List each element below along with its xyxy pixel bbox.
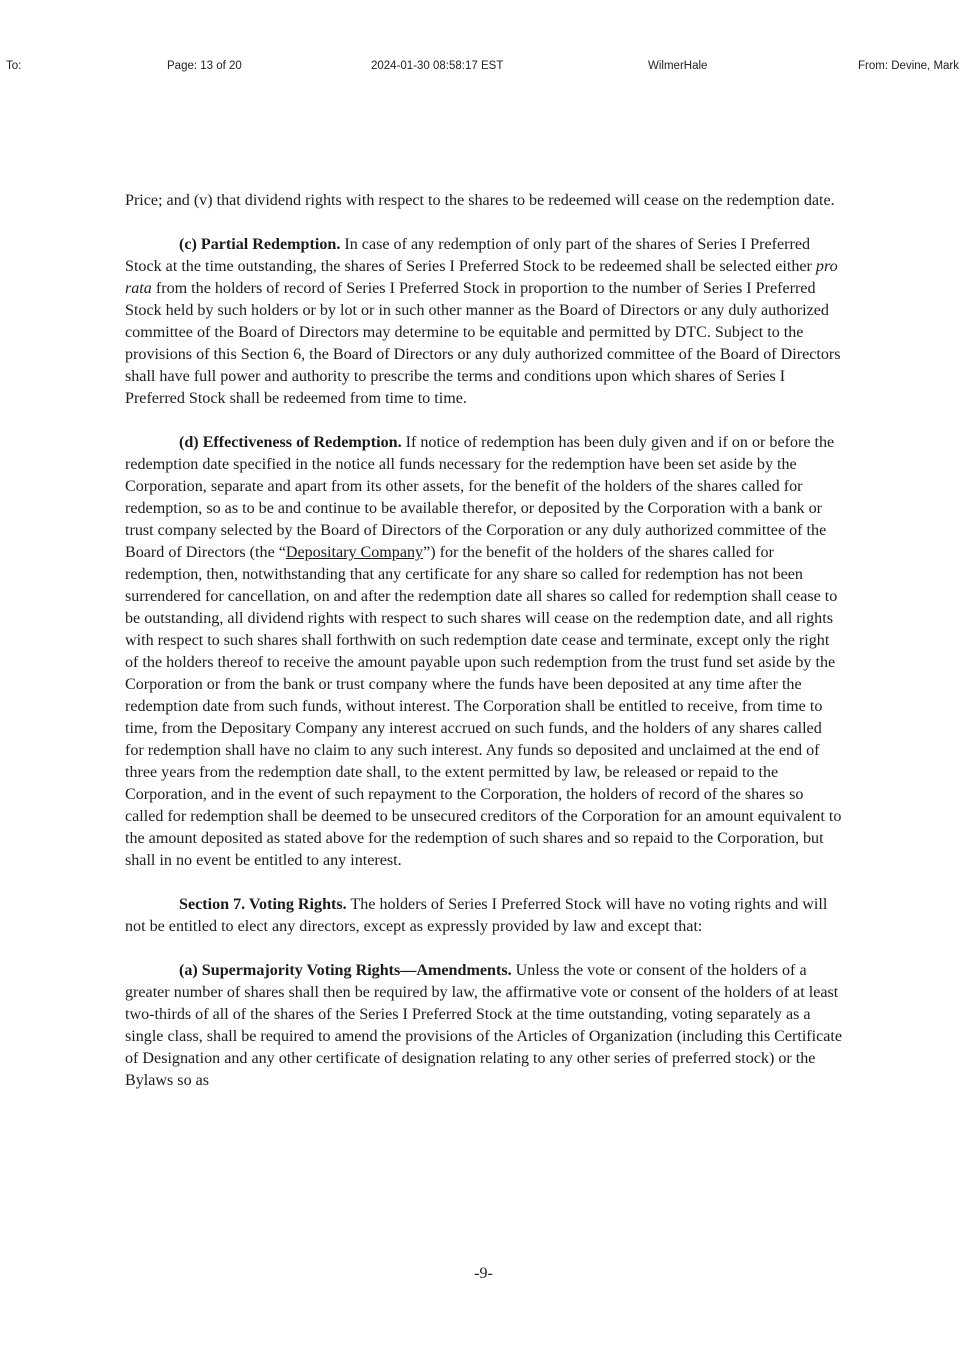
paragraph-supermajority-voting — [125, 960, 843, 1092]
paragraph-partial-redemption — [125, 234, 843, 410]
paragraph-text: If notice of redemption has been duly given and if on or before the redemption date specified in the notice all funds necessary for the redemption have been set aside by the Corporation, separate and apart from its other assets, for the benefit of the holders of the shares called for redemption, so as to be and continue to be available therefor, or deposited by the Corporation with a bank or trust company selected by the Board of Directors of the Corporation or any duly authorized committee of the Board of Directors (the “ — [125, 434, 835, 561]
paragraph-effectiveness-of-redemption — [125, 432, 843, 872]
page-number: -9- — [474, 1265, 493, 1282]
fax-page-count: Page: 13 of 20 — [167, 60, 242, 72]
paragraph-text: from the holders of record of Series I Preferred Stock in proportion to the number of Series I Preferred Stock held by such holders or by lot or in such other manner as the Board of Directors or any duly authorized committee of the Board of Directors may determine to be equitable and permitted by DTC. Subject to the provisions of this Section 6, the Board of Directors or any duly authorized committee of the Board of Directors shall have full power and authority to prescribe the terms and conditions upon which shares of Series I Preferred Stock shall be redeemed from time to time. — [125, 280, 841, 407]
defined-term: Depositary Company — [285, 544, 424, 561]
document-body — [125, 190, 843, 1114]
paragraph-text: In case of any redemption of only part of the shares of Series I Preferred Stock at the time outstanding, the shares of Series I Preferred Stock to be redeemed shall be selected either — [125, 236, 816, 275]
fax-to: To: — [6, 60, 22, 72]
section-heading: (c) Partial Redemption. — [179, 236, 341, 253]
paragraph-text: Unless the vote or consent of the holders of a greater number of shares shall then be required by law, the affirmative vote or consent of the holders of at least two-thirds of all of the shares of the Series I Preferred Stock at the time outstanding, voting separately as a single class, shall be required to amend the provisions of the Articles of Organization (including this Certificate of Designation and any other certificate of designation relating to any other series of preferred stock) or the Bylaws so as — [125, 962, 843, 1089]
paragraph-voting-rights — [125, 894, 843, 938]
paragraph-text: ”) for the benefit of the holders of the shares called for redemption, then, notwithstanding that any certificate for any share so called for redemption has not been surrendered for cancellation, on and after the redemption date all shares so called for redemption shall cease to be outstanding, all dividend rights with respect to such shares will cease on the redemption date, and all rights with respect to such shares shall forthwith on such redemption date cease and terminate, except only the right of the holders thereof to receive the amount payable upon such redemption from the trust fund set aside by the Corporation or from the bank or trust company where the funds have been deposited at any time after the redemption date from such funds, without interest. The Corporation shall be entitled to receive, from time to time, from the Depositary Company any interest accrued on such funds, and the holders of any shares called for redemption shall have no claim to any such interest. Any funds so deposited and unclaimed at the end of three years from the redemption date shall, to the extent permitted by law, be released or repaid to the Corporation, and in the event of such repayment to the Corporation, the holders of record of the shares so called for redemption shall be deemed to be unsecured creditors of the Corporation for an amount equivalent to the amount deposited as stated above for the redemption of such shares and so repaid to the Corporation, but shall in no event be entitled to any interest. — [125, 544, 842, 869]
section-heading: (d) Effectiveness of Redemption. — [179, 434, 402, 451]
paragraph-text: Price; and (v) that dividend rights with respect to the shares to be redeemed will cease on the redemption date. — [125, 192, 835, 209]
fax-header — [0, 60, 967, 76]
paragraph-redemption-notice-end — [125, 190, 843, 212]
section-heading: (a) Supermajority Voting Rights—Amendments. — [179, 962, 512, 979]
fax-datetime: 2024-01-30 08:58:17 EST — [371, 60, 504, 72]
section-heading: Section 7. Voting Rights. — [179, 896, 347, 913]
fax-from: From: Devine, Mark — [858, 60, 959, 72]
paragraph-text: The holders of Series I Preferred Stock will have no voting rights and will not be entitled to elect any directors, except as expressly provided by law and except that: — [125, 896, 828, 935]
italic-term: pro rata — [125, 258, 838, 297]
fax-firm: WilmerHale — [648, 60, 708, 72]
